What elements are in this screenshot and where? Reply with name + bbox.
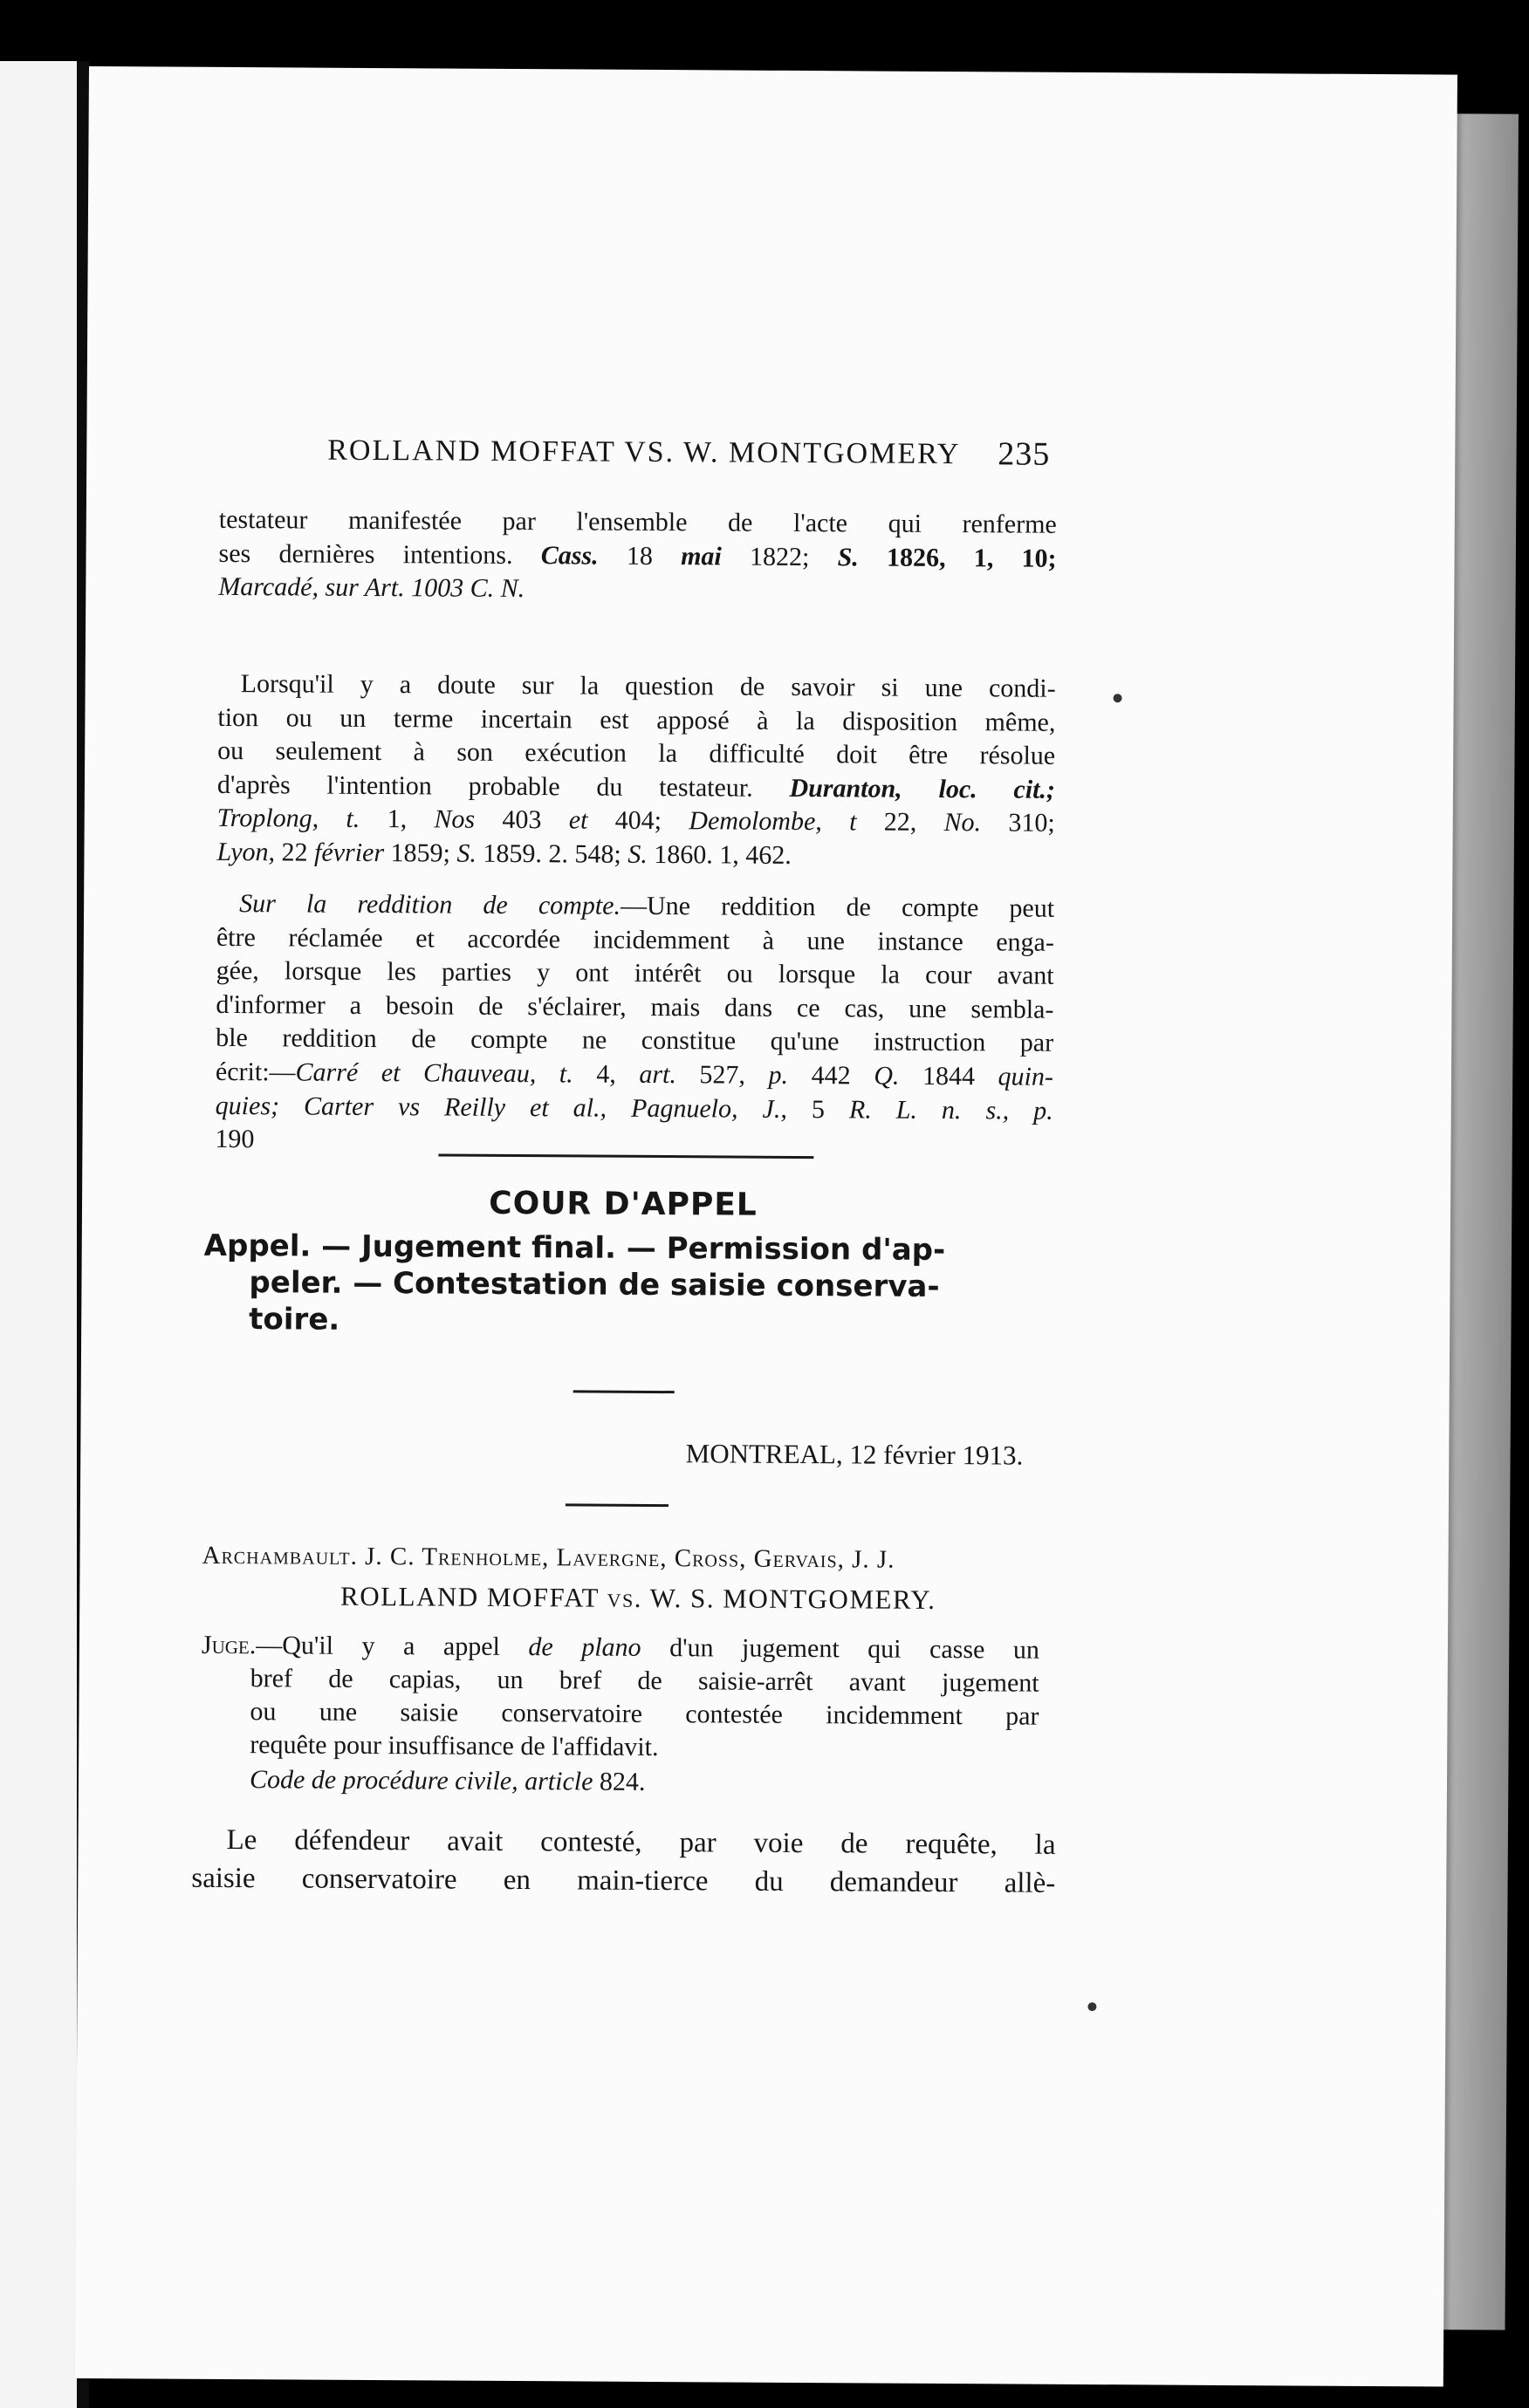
court-title: COUR D'APPEL — [489, 1185, 758, 1223]
text-line: être réclamée et accordée incidemment à une instance enga- — [216, 922, 1054, 957]
paragraph-condition — [216, 667, 1055, 874]
citation-run: Lyon, — [216, 837, 276, 867]
text-line: Lorsqu'il y a doute sur la question de savoir si une condi- — [240, 669, 1056, 703]
citation-run: février — [314, 838, 385, 868]
text-run: 1844 — [899, 1061, 998, 1091]
citation-run: S. — [837, 542, 859, 571]
citation-run: Duranton, loc. cit.; — [789, 773, 1056, 804]
citation-run: S. — [456, 838, 477, 868]
text-run: 310; — [980, 808, 1055, 838]
citation-run: Demolombe, t — [689, 806, 857, 837]
text-line — [216, 887, 1054, 926]
text-run: 1859; — [383, 838, 457, 868]
text-line: d'informer a besoin de s'éclairer, mais dans ce cas, une sembla- — [216, 989, 1054, 1024]
ink-speck — [1114, 694, 1122, 702]
running-head: ROLLAND MOFFAT VS. W. MONTGOMERY — [327, 434, 961, 471]
citation-run: S. — [627, 839, 648, 869]
text-line: 190 — [215, 1125, 255, 1154]
paragraph-testateur — [218, 503, 1057, 610]
text-run: 1, — [360, 804, 435, 834]
text-run: 1826, 1, 10; — [858, 542, 1057, 573]
text-run: d'après l'intention probable du testateur. — [216, 770, 790, 803]
text-run: 1860. 1, 462. — [647, 839, 792, 870]
text-line: ou seulement à son exécution la difficulté doit être résolue — [217, 736, 1056, 770]
text-run: —Qu'il y a appel — [256, 1631, 529, 1662]
text-run: 442 — [787, 1060, 874, 1091]
text-line — [202, 1629, 1039, 1667]
text-line: testateur manifestée par l'ensemble de l'acte qui renferme — [218, 504, 1057, 539]
page-number: 235 — [998, 435, 1051, 473]
citation-run: et — [568, 805, 588, 835]
text-run: —Une reddition de compte peut — [620, 891, 1055, 923]
text-line: requête pour insuffisance de l'affidavit. — [250, 1730, 659, 1762]
dateline-place: MONTREAL, — [685, 1438, 843, 1470]
text-run: 1859. 2. 548; — [476, 838, 628, 869]
dateline — [639, 1438, 1023, 1472]
facing-page — [0, 61, 77, 2408]
code-reference — [250, 1765, 646, 1797]
citation-run: Troplong, t. — [216, 804, 360, 834]
text-run: 22, — [856, 807, 944, 838]
headnote-line: Appel. — Jugement final. — Permission d'ap- — [203, 1228, 946, 1269]
citation-run: Carré et Chauveau, t. — [295, 1057, 573, 1089]
text-run: ses dernières intentions. — [218, 538, 541, 570]
text-line — [216, 1089, 1053, 1127]
citation-run: No. — [943, 808, 982, 838]
text-run: 5 — [786, 1094, 850, 1124]
citation-run: art. — [639, 1059, 676, 1090]
citation-run: de plano — [528, 1632, 641, 1662]
text-line — [216, 836, 1054, 874]
short-divider — [566, 1503, 669, 1507]
citation-run: Code de procédure civile, article — [249, 1765, 593, 1796]
book-page — [75, 66, 1457, 2387]
body-paragraph — [191, 1821, 1056, 1903]
holding-summary — [201, 1629, 1039, 1767]
citation-run: Cass. — [540, 540, 599, 571]
text-line: saisie conservatoire en main-tierce du demandeur allè- — [191, 1862, 1056, 1899]
text-run: 4, — [573, 1059, 640, 1089]
text-line: tion ou un terme incertain est apposé à la disposition même, — [217, 702, 1056, 737]
text-line: bref de capias, un bref de saisie-arrêt avant jugement — [250, 1664, 1039, 1698]
judges-list: Archambault. J. C. Trenholme, Lavergne, Cross, Gervais, J. J. — [202, 1541, 895, 1574]
text-line: ble reddition de compte ne constitue qu'une instruction par — [216, 1023, 1054, 1058]
headnote-title — [203, 1228, 1042, 1343]
citation-run: mai — [681, 541, 722, 571]
citation-run: quin- — [998, 1062, 1054, 1091]
text-line: ou une saisie conservatoire contestée incidemment par — [250, 1697, 1039, 1731]
dateline-date: 12 février 1913. — [849, 1439, 1024, 1471]
text-line: gée, lorsque les parties y ont intérêt ou lorsque la cour avant — [216, 956, 1054, 990]
text-run: 22 — [275, 838, 315, 867]
text-run: 404; — [587, 805, 689, 836]
paragraph-reddition — [215, 887, 1054, 1162]
ink-speck — [1087, 2002, 1096, 2011]
text-run: 18 — [598, 541, 682, 571]
text-run: d'un jugement qui casse un — [641, 1632, 1040, 1665]
headnote-line: toire. — [249, 1302, 340, 1337]
headnote-line: peler. — Contestation de saisie conserva- — [249, 1265, 940, 1304]
short-divider — [573, 1390, 675, 1393]
citation-run: Nos — [434, 804, 476, 835]
citation-run: quies; Carter vs Reilly et al., Pagnuelo, J., — [215, 1091, 788, 1124]
text-line: Le défendeur avait contesté, par voie de requête, la — [226, 1824, 1056, 1861]
citation-run: R. L. n. s., p. — [848, 1094, 1053, 1125]
text-run: Juge. — [201, 1630, 257, 1660]
citation-run: Sur la reddition de compte. — [239, 889, 621, 920]
text-line — [216, 1056, 1053, 1094]
text-run: écrit:— — [215, 1057, 296, 1087]
citation-run: Marcadé, sur Art. 1003 C. N. — [218, 572, 525, 604]
citation-run: p. — [768, 1060, 789, 1090]
case-name: ROLLAND MOFFAT vs. W. S. MONTGOMERY. — [339, 1580, 936, 1615]
text-line — [217, 769, 1055, 807]
text-run: 824. — [593, 1767, 646, 1796]
text-line — [218, 537, 1056, 576]
text-line — [218, 571, 1056, 609]
text-run: 1822; — [721, 542, 838, 571]
citation-run: Q. — [874, 1061, 900, 1091]
text-run: 527, — [675, 1060, 769, 1090]
text-line — [217, 802, 1055, 840]
text-run: 403 — [475, 805, 569, 835]
